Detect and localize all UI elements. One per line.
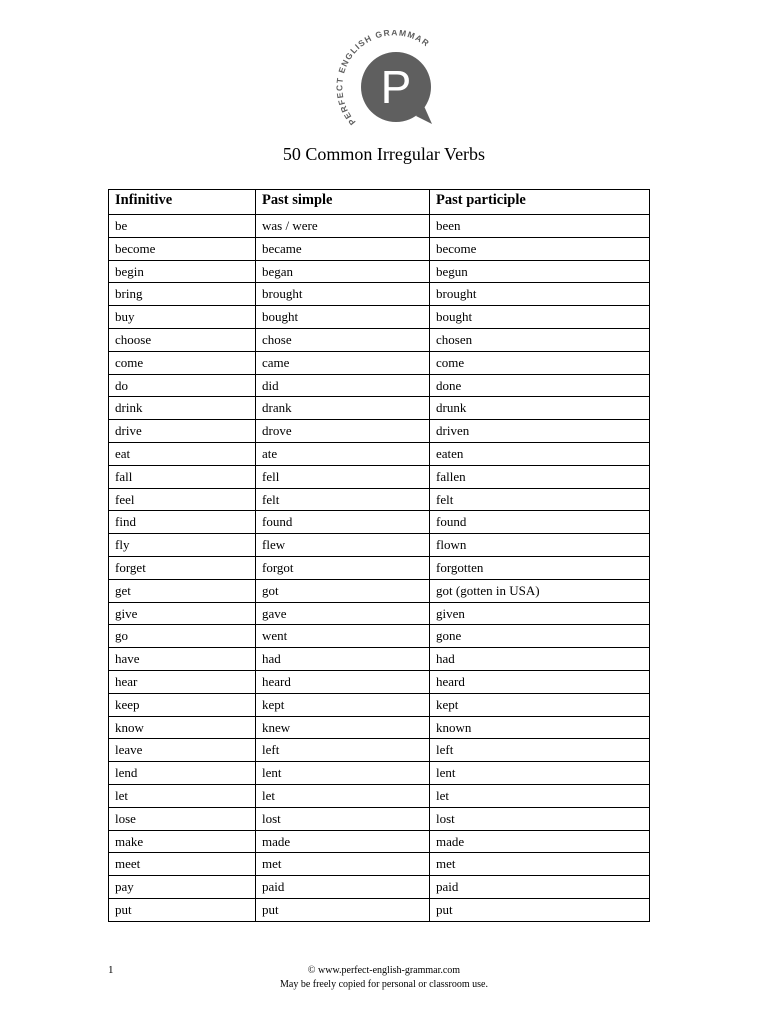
cell-past-participle: bought xyxy=(430,306,650,329)
table-row xyxy=(109,693,650,716)
cell-past-participle: let xyxy=(430,784,650,807)
cell-past-simple: began xyxy=(256,260,430,283)
cell-infinitive: drink xyxy=(109,397,256,420)
cell-past-participle: drunk xyxy=(430,397,650,420)
cell-past-simple: brought xyxy=(256,283,430,306)
table-row xyxy=(109,237,650,260)
perfect-english-grammar-logo xyxy=(334,30,444,130)
cell-past-simple: drank xyxy=(256,397,430,420)
cell-infinitive: do xyxy=(109,374,256,397)
table-row xyxy=(109,876,650,899)
cell-past-simple: heard xyxy=(256,670,430,693)
cell-infinitive: get xyxy=(109,579,256,602)
logo-arc-text: PERFECT ENGLISH GRAMMAR xyxy=(334,30,432,128)
cell-infinitive: put xyxy=(109,898,256,921)
table-body xyxy=(109,215,650,922)
table-row xyxy=(109,625,650,648)
cell-infinitive: forget xyxy=(109,556,256,579)
cell-infinitive: eat xyxy=(109,442,256,465)
table-row xyxy=(109,351,650,374)
cell-past-simple: kept xyxy=(256,693,430,716)
cell-past-participle: driven xyxy=(430,420,650,443)
cell-past-simple: made xyxy=(256,830,430,853)
header-past-participle: Past participle xyxy=(430,190,650,215)
cell-past-simple: came xyxy=(256,351,430,374)
cell-past-participle: kept xyxy=(430,693,650,716)
logo-letter: P xyxy=(380,61,412,113)
table-row xyxy=(109,283,650,306)
cell-past-simple: lent xyxy=(256,762,430,785)
cell-infinitive: hear xyxy=(109,670,256,693)
cell-past-participle: felt xyxy=(430,488,650,511)
table-row xyxy=(109,465,650,488)
cell-infinitive: bring xyxy=(109,283,256,306)
cell-past-simple: felt xyxy=(256,488,430,511)
table-row xyxy=(109,215,650,238)
cell-infinitive: come xyxy=(109,351,256,374)
cell-infinitive: lose xyxy=(109,807,256,830)
cell-past-simple: drove xyxy=(256,420,430,443)
table-row xyxy=(109,784,650,807)
cell-infinitive: be xyxy=(109,215,256,238)
logo-graphic xyxy=(334,30,444,130)
table-row xyxy=(109,807,650,830)
cell-infinitive: lend xyxy=(109,762,256,785)
cell-infinitive: leave xyxy=(109,739,256,762)
table-row xyxy=(109,648,650,671)
cell-past-simple: bought xyxy=(256,306,430,329)
cell-past-simple: let xyxy=(256,784,430,807)
cell-past-participle: fallen xyxy=(430,465,650,488)
cell-past-simple: paid xyxy=(256,876,430,899)
table-row xyxy=(109,739,650,762)
cell-past-participle: chosen xyxy=(430,328,650,351)
table-row xyxy=(109,374,650,397)
cell-past-participle: heard xyxy=(430,670,650,693)
cell-past-simple: left xyxy=(256,739,430,762)
footer-copyright: © www.perfect-english-grammar.com xyxy=(307,965,461,976)
cell-past-simple: became xyxy=(256,237,430,260)
cell-past-simple: did xyxy=(256,374,430,397)
cell-past-participle: done xyxy=(430,374,650,397)
table-row xyxy=(109,670,650,693)
cell-past-participle: known xyxy=(430,716,650,739)
table-row xyxy=(109,420,650,443)
table-row xyxy=(109,511,650,534)
table-row xyxy=(109,716,650,739)
cell-past-simple: knew xyxy=(256,716,430,739)
table-row xyxy=(109,556,650,579)
cell-past-participle: given xyxy=(430,602,650,625)
cell-past-simple: lost xyxy=(256,807,430,830)
cell-past-participle: become xyxy=(430,237,650,260)
cell-past-simple: had xyxy=(256,648,430,671)
table-row xyxy=(109,853,650,876)
cell-infinitive: find xyxy=(109,511,256,534)
cell-past-participle: met xyxy=(430,853,650,876)
footer-note: May be freely copied for personal or classroom use. xyxy=(280,979,488,990)
page-number: 1 xyxy=(108,964,114,976)
cell-infinitive: fly xyxy=(109,534,256,557)
table-row xyxy=(109,397,650,420)
cell-past-simple: flew xyxy=(256,534,430,557)
table-row xyxy=(109,602,650,625)
cell-past-participle: begun xyxy=(430,260,650,283)
cell-past-simple: gave xyxy=(256,602,430,625)
cell-past-participle: been xyxy=(430,215,650,238)
cell-infinitive: keep xyxy=(109,693,256,716)
cell-infinitive: choose xyxy=(109,328,256,351)
cell-past-participle: put xyxy=(430,898,650,921)
cell-infinitive: meet xyxy=(109,853,256,876)
table-row xyxy=(109,579,650,602)
cell-infinitive: begin xyxy=(109,260,256,283)
cell-past-simple: put xyxy=(256,898,430,921)
cell-past-participle: forgotten xyxy=(430,556,650,579)
cell-infinitive: feel xyxy=(109,488,256,511)
cell-past-participle: made xyxy=(430,830,650,853)
cell-past-participle: gone xyxy=(430,625,650,648)
cell-infinitive: become xyxy=(109,237,256,260)
cell-infinitive: have xyxy=(109,648,256,671)
cell-infinitive: let xyxy=(109,784,256,807)
cell-past-participle: got (gotten in USA) xyxy=(430,579,650,602)
cell-past-participle: found xyxy=(430,511,650,534)
table-header-row xyxy=(109,190,650,215)
header-past-simple: Past simple xyxy=(256,190,430,215)
table-row xyxy=(109,260,650,283)
cell-past-participle: had xyxy=(430,648,650,671)
cell-past-participle: paid xyxy=(430,876,650,899)
cell-past-participle: brought xyxy=(430,283,650,306)
table-row xyxy=(109,328,650,351)
cell-past-simple: forgot xyxy=(256,556,430,579)
cell-past-participle: eaten xyxy=(430,442,650,465)
cell-past-simple: chose xyxy=(256,328,430,351)
cell-past-participle: lost xyxy=(430,807,650,830)
table-row xyxy=(109,898,650,921)
table-row xyxy=(109,306,650,329)
cell-infinitive: drive xyxy=(109,420,256,443)
cell-infinitive: go xyxy=(109,625,256,648)
cell-past-simple: found xyxy=(256,511,430,534)
table-row xyxy=(109,830,650,853)
cell-infinitive: pay xyxy=(109,876,256,899)
cell-past-simple: went xyxy=(256,625,430,648)
header-infinitive: Infinitive xyxy=(109,190,256,215)
cell-past-participle: flown xyxy=(430,534,650,557)
cell-past-participle: left xyxy=(430,739,650,762)
cell-infinitive: buy xyxy=(109,306,256,329)
page-title: 50 Common Irregular Verbs xyxy=(282,144,486,164)
footer xyxy=(0,964,768,992)
table-row xyxy=(109,442,650,465)
cell-infinitive: know xyxy=(109,716,256,739)
cell-infinitive: make xyxy=(109,830,256,853)
cell-past-simple: fell xyxy=(256,465,430,488)
cell-infinitive: fall xyxy=(109,465,256,488)
cell-infinitive: give xyxy=(109,602,256,625)
cell-past-participle: come xyxy=(430,351,650,374)
table-row xyxy=(109,488,650,511)
table-row xyxy=(109,762,650,785)
table-row xyxy=(109,534,650,557)
cell-past-simple: was / were xyxy=(256,215,430,238)
cell-past-simple: ate xyxy=(256,442,430,465)
irregular-verbs-table xyxy=(108,189,650,922)
cell-past-simple: met xyxy=(256,853,430,876)
cell-past-simple: got xyxy=(256,579,430,602)
cell-past-participle: lent xyxy=(430,762,650,785)
